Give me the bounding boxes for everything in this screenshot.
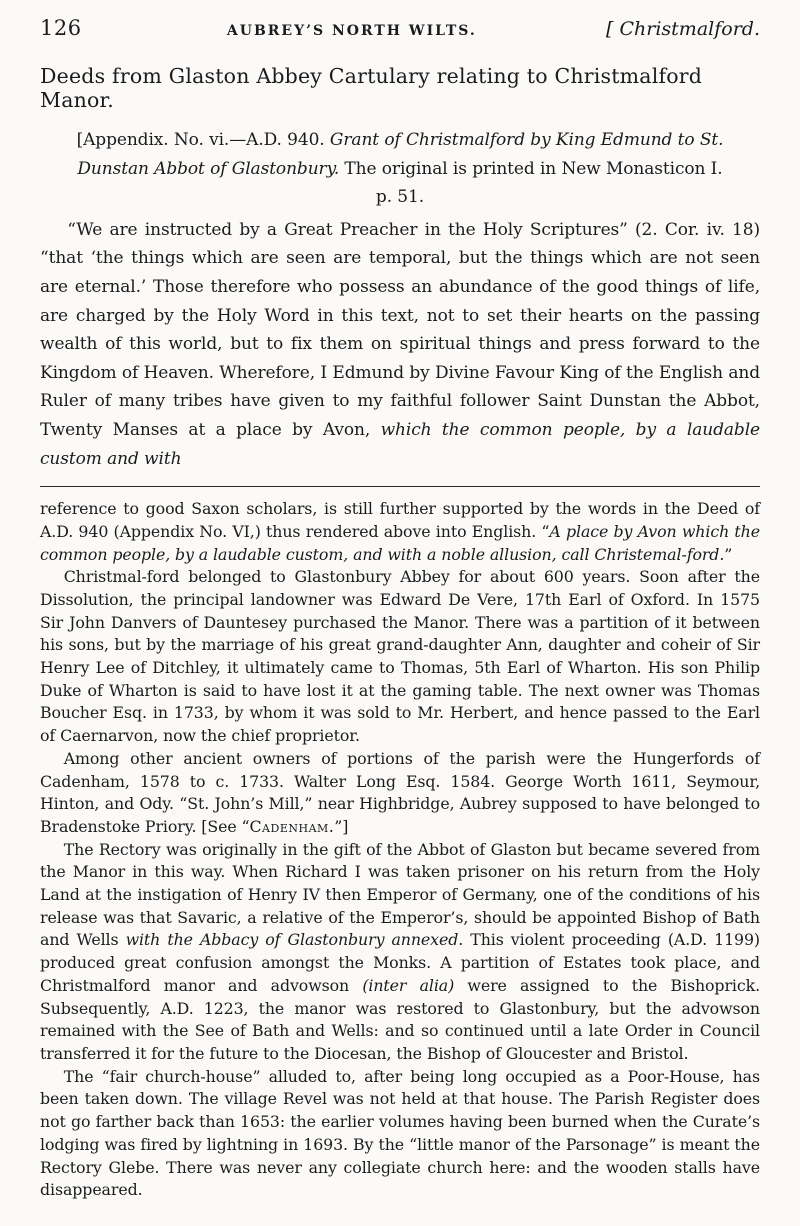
text-run: The “fair church-house” alluded to, after being long occupied as a Poor-House, has been taken down. The village Revel was not held at that house. The Parish Register does not go farther back than 1653: the earlier volumes having been burned when the Curate’s lodging was fired by lightning in 1693. By the “little manor of the Parsonage” is meant the Rectory Glebe. There was never any collegiate church here: and the wooden stalls have disappeared. <box>40 1066 760 1200</box>
manor-history-paragraph <box>40 566 760 748</box>
text-run: Grant of Christmalford by King Edmund to St. Dunstan Abbot of Glastonbury. <box>77 130 724 179</box>
footnote-continuation-paragraph <box>40 498 760 566</box>
text-run: (inter alia) <box>362 975 455 995</box>
appendix-note <box>40 126 760 212</box>
header-side-title: [ Christmalford. <box>606 18 760 40</box>
text-run: Christmal-ford belonged to Glastonbury Abbey for about 600 years. Soon after the Dissolution, the principal landowner was Edward De Vere, 17th Earl of Oxford. In 1575 Sir John Danvers of Dauntesey purchased the Manor. There was a partition of it between his sons, but by the marriage of his great grand-daughter Ann, daughter and coheir of Sir Henry Lee of Ditchley, it ultimately came to Thomas, 5th Earl of Wharton. His son Philip Duke of Wharton is said to have lost it at the gaming table. The next owner was Thomas Boucher Esq. in 1733, by whom it was sold to Mr. Herbert, and hence passed to the Earl of Caernarvon, now the chief proprietor. <box>40 567 760 746</box>
footnote-text <box>40 498 760 1202</box>
page-header <box>40 16 760 40</box>
running-title: AUBREY’S NORTH WILTS. <box>226 23 477 39</box>
page-number: 126 <box>40 16 82 40</box>
text-run: were assigned to the Bishoprick. Subsequently, A.D. 1223, the manor was restored to Glastonbury, but the advowson remained with the See of Bath and Wells: and so continued until a late Order in Council transferred it for the future to the Diocesan, the Bishop of Gloucester and Bristol. <box>40 975 760 1063</box>
deed-translation-paragraph <box>40 216 760 473</box>
text-run: ”] <box>334 816 349 836</box>
ancient-owners-paragraph <box>40 748 760 839</box>
text-run: . This violent proceeding (A.D. 1199) produced great confusion amongst the Monks. A partition of Estates took place, and Christmalford manor and advowson <box>40 930 760 995</box>
text-run: The Rectory was originally in the gift of the Abbot of Glaston but became severed from the Manor in this way. When Richard I was taken prisoner on his return from the Holy Land at the instigation of Henry IV then Emperor of Germany, one of the conditions of his release was that Savaric, a relative of the Emperor’s, should be appointed Bishop of Bath and Wells <box>40 839 760 950</box>
text-run: [Appendix. No. vi.—A.D. 940. <box>76 130 330 150</box>
footnote-rule <box>40 486 760 487</box>
text-run: with the Abbacy of Glastonbury annexed <box>125 930 459 950</box>
main-text <box>40 126 760 473</box>
church-house-paragraph <box>40 1066 760 1202</box>
rectory-history-paragraph <box>40 839 760 1066</box>
text-run: Among other ancient owners of portions of the parish were the Hungerfords of Cadenham, 1578 to c. 1733. Walter Long Esq. 1584. George Worth 1611, Seymour, Hinton, and Ody. “St. John’s Mill,” near Highbridge, Aubrey supposed to have belonged to Bradenstoke Priory. [See “ <box>40 748 760 836</box>
text-run: which the common people, by a laudable custom and with <box>40 419 760 469</box>
text-run: reference to good Saxon scholars, is still further supported by the words in the Deed of A.D. 940 (Appendix No. VI,) thus rendered above into English. “ <box>40 499 760 541</box>
text-run: A place by Avon which the common people, by a laudable custom, and with a noble allusion, call Christemal-ford. <box>40 521 760 564</box>
text-run: ” <box>724 544 733 564</box>
text-run: “We are instructed by a Great Preacher in the Holy Scriptures” (2. Cor. iv. 18) “that ‘the things which are seen are temporal, but the things which are not seen are eternal.’ Those therefore who possess an abundance of the good things of life, are charged by the Holy Word in this text, not to set their hearts on the passing wealth of this world, but to fix them on spiritual things and press forward to the Kingdom of Heaven. Wherefore, I Edmund by Divine Favour King of the English and Ruler of many tribes have given to my faithful follower Saint Dunstan the Abbot, Twenty Manses at a place by Avon, <box>40 219 760 440</box>
text-run: The original is printed in New Monasticon I. p. 51. <box>339 158 723 208</box>
text-run: Cadenham. <box>249 816 335 836</box>
section-heading: Deeds from Glaston Abbey Cartulary relating to Christmalford Manor. <box>40 64 703 112</box>
